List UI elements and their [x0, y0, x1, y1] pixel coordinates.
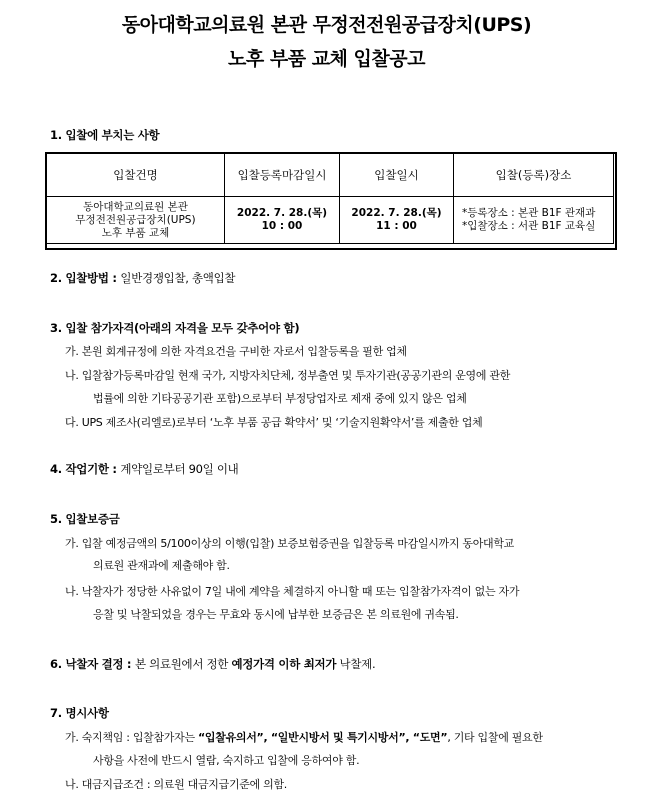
list-item: 나. 대금지급조건 : 의료원 대금지급기준에 의함.: [65, 778, 287, 791]
table-cell-deadline: 2022. 7. 28.(목) 10 : 00: [225, 197, 340, 244]
section-4-heading: 4. 작업기한 :: [50, 462, 121, 476]
table-header: 입찰등록마감일시: [225, 154, 340, 197]
section-6-heading: 6. 낙찰자 결정 :: [50, 657, 135, 671]
list-item: 가. 입찰 예정금액의 5/100이상의 이행(입찰) 보증보험증권을 입찰등록 마감일시까지 동아대학교: [65, 537, 515, 550]
table-header: 입찰건명: [47, 154, 225, 197]
list-item-continued: 응찰 및 낙찰되었을 경우는 무효와 동시에 납부한 보증금은 본 의료원에 귀속됨.: [93, 608, 459, 621]
section-4: [50, 461, 238, 477]
section-7-heading: 7. 명시사항: [50, 706, 109, 720]
bid-table: [46, 153, 614, 244]
section-5-heading: 5. 입찰보증금: [50, 512, 120, 526]
required-documents: “입찰유의서”, “일반시방서 및 특기시방서”, “도면”: [197, 731, 448, 744]
section-6: 6. 낙찰자 결정 : 본 의료원에서 정한 예정가격 이하 최저가 낙찰제.: [50, 657, 376, 671]
section-4-text: 계약일로부터 90일 이내: [120, 462, 239, 476]
section-2-text: 일반경쟁입찰, 총액입찰: [120, 271, 236, 285]
list-item-continued: 법률에 의한 기타공공기관 포함)으로부터 부정당업자로 제재 중에 있지 않은 업체: [93, 392, 467, 405]
section-2: [50, 270, 235, 286]
list-item: 가. 본원 회계규정에 의한 자격요건을 구비한 자로서 입찰등록을 필한 업체: [65, 345, 407, 358]
table-cell-name: 동아대학교의료원 본관 무정전전원공급장치(UPS) 노후 부품 교체: [47, 197, 225, 244]
list-item: 나. 입찰참가등록마감일 현재 국가, 지방자치단체, 정부출연 및 투자기관(공공기관의 운영에 관한: [65, 369, 511, 382]
section-6-emphasis: 예정가격 이하 최저가: [231, 657, 337, 671]
list-item-continued: 의료원 관재과에 제출해야 함.: [93, 559, 230, 572]
table-cell-bid-time: 2022. 7. 28.(목) 11 : 00: [340, 197, 454, 244]
notice-title-line1: 동아대학교의료원 본관 무정전전원공급장치(UPS): [121, 14, 532, 36]
table-header: 입찰(등록)장소: [454, 154, 614, 197]
table-header: 입찰일시: [340, 154, 454, 197]
list-item: 가. 숙지책임 : 입찰참가자는 “입찰유의서”, “일반시방서 및 특기시방서”, “도면”, 기타 입찰에 필요한: [65, 731, 543, 744]
notice-title-line2: 노후 부품 교체 입찰공고: [228, 48, 425, 70]
list-item: 나. 낙찰자가 정당한 사유없이 7일 내에 계약을 체결하지 아니할 때 또는 입찰참가자격이 없는 자가: [65, 585, 520, 598]
section-3-heading: 3. 입찰 참가자격(아래의 자격을 모두 갖추어야 함): [50, 321, 300, 335]
table-cell-place: *등록장소 : 본관 B1F 관재과 *입찰장소 : 서관 B1F 교육실: [454, 197, 614, 244]
list-item-continued: 사항을 사전에 반드시 열람, 숙지하고 입찰에 응하여야 함.: [93, 754, 360, 767]
section-2-heading: 2. 입찰방법 :: [50, 271, 121, 285]
list-item: 다. UPS 제조사(리엘로)로부터 ‘노후 부품 공급 확약서’ 및 ‘기술지원확약서’를 제출한 업체: [65, 416, 483, 429]
section-1-heading: 1. 입찰에 부치는 사항: [50, 128, 160, 142]
